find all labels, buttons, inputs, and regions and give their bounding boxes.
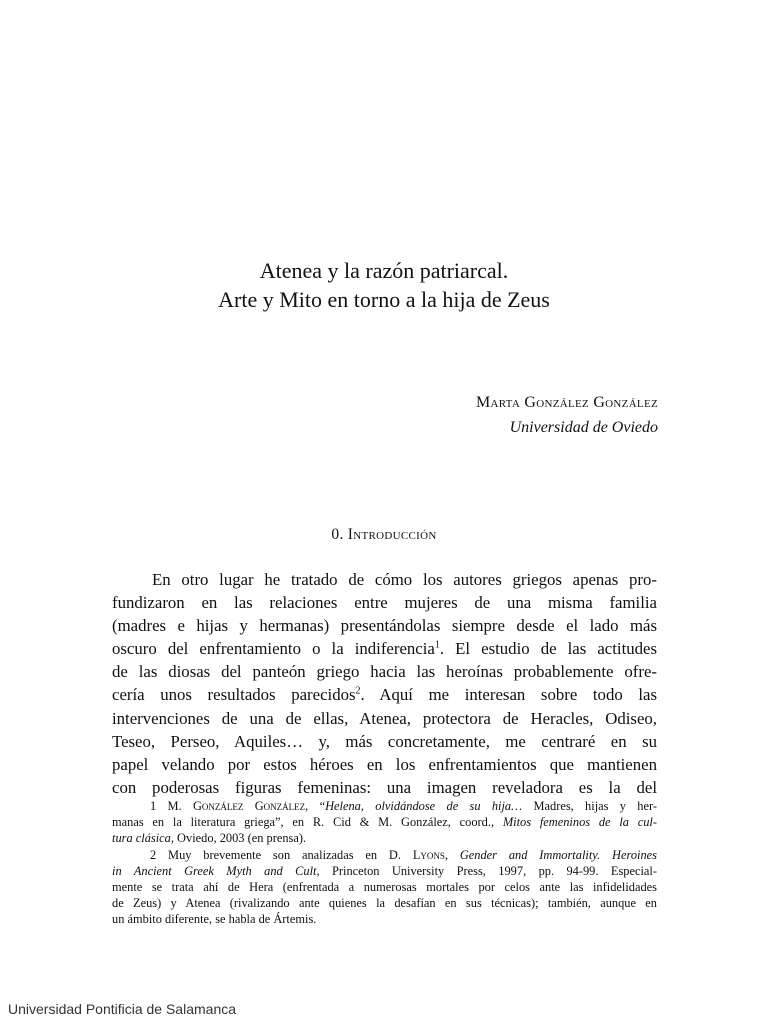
footnotes xyxy=(112,798,657,928)
body-text-run: oscuro del enfrentamiento o la indiferencia xyxy=(112,639,435,659)
footnote-2-line: un ámbito diferente, se habla de Ártemis. xyxy=(112,912,317,927)
footnote-2-author: Lyons xyxy=(412,847,445,862)
footnote-2-line xyxy=(112,863,657,879)
footnote-text-run: , Princeton University Press, 1997, pp. 94-99. Especial- xyxy=(316,863,657,878)
body-text-run: . El estudio de las actitudes xyxy=(439,639,658,659)
footnote-2-line: de Zeus) y Atenea (rivalizando ante quienes la desafían en sus técnicas); también, aunque en xyxy=(112,896,657,911)
author-block xyxy=(476,390,658,440)
watermark: Universidad Pontificia de Salamanca xyxy=(8,1001,237,1017)
footnote-text-run: , Oviedo, 2003 (en prensa). xyxy=(170,831,307,846)
body-paragraph xyxy=(112,568,657,799)
footnote-text-run: , “ xyxy=(305,799,326,813)
footnote-text-run: Muy brevemente son analizadas en D. xyxy=(168,847,413,862)
body-line: intervenciones de una de ellas, Atenea, protectora de Heracles, Odiseo, xyxy=(112,708,657,728)
paper-title xyxy=(0,256,768,314)
body-line: fundizaron en las relaciones entre mujeres de una misma familia xyxy=(112,593,657,613)
title-line-1: Atenea y la razón patriarcal. xyxy=(259,258,509,283)
footnote-text-run: , xyxy=(444,847,460,862)
body-line: de las diosas del panteón griego hacia las heroínas probablemente ofre- xyxy=(112,662,657,682)
footnote-1-line xyxy=(112,830,657,846)
author-institution: Universidad de Oviedo xyxy=(509,419,658,436)
body-line xyxy=(112,637,657,660)
footnote-text-run: manas en la literatura griega”, en R. Cid & M. González, coord., xyxy=(112,815,503,830)
footnote-1-line xyxy=(112,814,657,830)
title-line-2: Arte y Mito en torno a la hija de Zeus xyxy=(218,287,550,312)
author-name: Marta González González xyxy=(475,394,658,411)
body-text-run: . Aquí me interesan sobre todo las xyxy=(360,685,657,705)
footnote-2-title: in Ancient Greek Myth and Cult xyxy=(112,863,317,878)
body-text-run: cería unos resultados parecidos xyxy=(112,685,356,705)
footnote-1-line xyxy=(112,798,657,814)
footnote-ref-2[interactable]: 2 xyxy=(355,685,361,697)
footnote-text-run: Madres, hijas y her- xyxy=(522,799,657,813)
footnote-2-number: 2 xyxy=(150,847,157,862)
body-line: papel velando por estos héroes en los enfrentamientos que mantienen xyxy=(112,754,657,774)
section-heading: 0. Introducción xyxy=(331,526,437,543)
body-line xyxy=(112,683,657,706)
footnote-2-line xyxy=(112,847,657,863)
body-line: con poderosas figuras femeninas: una imagen reveladora es la del xyxy=(112,777,657,797)
body-line: Teseo, Perseo, Aquiles… y, más concretamente, me centraré en su xyxy=(112,731,657,751)
footnote-ref-1[interactable]: 1 xyxy=(434,639,440,651)
body-line: En otro lugar he tratado de cómo los autores griegos apenas pro- xyxy=(152,570,657,589)
footnote-2-title: Gender and Immortality. Heroines xyxy=(459,847,657,862)
footnote-1-author: M. González González xyxy=(167,799,306,813)
footnote-2-line: mente se trata ahí de Hera (enfrentada a numerosas mortales por celos ante las infidelidades xyxy=(112,880,657,895)
footnote-1-title: Helena, olvidándose de su hija… xyxy=(325,799,523,813)
body-line: (madres e hijas y hermanas) presentándolas siempre desde el lado más xyxy=(112,616,657,636)
footnote-1-number: 1 xyxy=(150,799,157,813)
footnote-1-book-title: tura clásica xyxy=(112,831,171,846)
footnote-1-book-title: Mitos femeninos de la cul- xyxy=(502,815,657,830)
